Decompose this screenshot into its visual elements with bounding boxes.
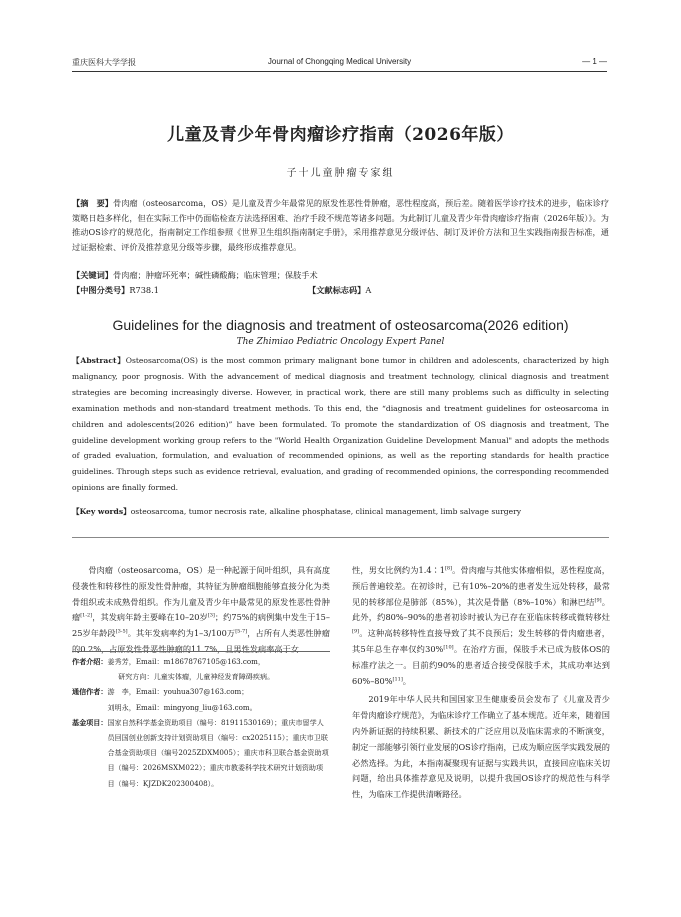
journal-name-en: Journal of Chongqing Medical University <box>267 57 412 66</box>
abstract-en-label: 【Abstract】 <box>72 356 126 365</box>
clc-value: R738.1 <box>129 285 159 295</box>
citation: [9] <box>352 628 360 635</box>
footnote-divider <box>72 651 330 652</box>
section-divider <box>72 537 609 538</box>
abstract-en-text: Osteosarcoma(OS) is the most common primary malignant bone tumor in children and adolescents, characterized by high malignancy, poor prognosis. With the advancement of medical diagnosis and treatment technology, clinical diagnosis and treatment strategies are becoming increasingly diverse. However, in practical work, there are still many problems such as difficulty in selecting examination methods and non-standard treatment methods. To this end, the “diagnosis and treatment guidelines for osteosarcoma in children and adolescents(2026 edition)” have been formulated. To promote the standardization of OS diagnosis and treatment, The guideline development working group refers to the "World Health Organization Guideline Development Manual" and adopts the methods of graded evaluation, formulation, and evaluation of recommended opinions, as well as the reporting standards for health practice guidelines. Through steps such as evidence retrieval, evaluation, and grading of recommended opinions, the corresponding recommended opinions are finally formed. <box>72 356 609 493</box>
body-paragraph: 性，男女比例约为1.4∶1[8]。骨肉瘤与其他实体瘤相似，恶性程度高，预后普遍较差。在初诊时，已有10%–20%的患者发生远处转移，最常见的转移部位是肺部（85%），其次是骨骼（8%–10%）和淋巴结[9]。此外，约80%–90%的患者初诊时被认为已存在亚临床转移或微转移灶[9]。这种高转移特性直接导致了其不良预后；发生转移的骨肉瘤患者，其5年总生存率仅约30%[10]。在治疗方面，保肢手术已成为肢体OS的标准疗法之一。目前约90%的患者适合接受保肢手术，其成功率达到60%–80%[11]。 <box>352 565 610 686</box>
keywords-en-text: osteosarcoma, tumor necrosis rate, alkaline phosphatase, clinical management, limb salvage surgery <box>130 507 522 516</box>
abstract-cn-label: 【摘 要】 <box>72 198 113 208</box>
keywords-cn <box>72 268 609 283</box>
article-title-en: Guidelines for the diagnosis and treatment of osteosarcoma(2026 edition) <box>112 317 569 333</box>
body-column-right <box>352 563 610 803</box>
abstract-cn <box>72 196 609 254</box>
page-number: — 1 — <box>582 57 607 66</box>
footnote-author-info: 作者介绍： 姜秀芳，Email：m18678767105@163.com， 研究方向：儿童实体瘤，儿童神经发育障碍疾病。 <box>72 657 275 682</box>
classification-row <box>72 285 609 299</box>
clc-label: 【中图分类号】 <box>72 285 130 295</box>
footnotes <box>72 654 330 791</box>
footnote-funding: 基金项目： 国家自然科学基金资助项目（编号：81911530169）；重庆市留学人员回国创业创新支持计划资助项目（编号：cx2025115）；重庆市卫联合基金资助项目（编号2025ZDXM005）；重庆市科卫联合基金资助项目（编号：2026MSXM022）；重庆市教委科学技术研究计划资助项目（编号：KJZDK202300408）。 <box>72 717 329 788</box>
doc-code-value: A <box>365 285 372 295</box>
keywords-en <box>72 504 609 520</box>
doc-code-label: 【文献标志码】 <box>308 285 366 295</box>
running-header <box>72 57 607 72</box>
body-paragraph: 骨肉瘤（osteosarcoma，OS）是一种起源于间叶组织，具有高度侵袭性和转移性的原发性骨肿瘤，其特征为肿瘤细胞能够直接分化为类骨组织或未成熟骨组织。作为儿童及青少年中最常见的原发性恶性骨肿瘤[1-2]，其发病年龄主要峰在10–20岁[3]；约75%的病例集中发生于15–25岁年龄段[3-5]。其年发病率约为1–3/100万[5-7]，占所有人类恶性肿瘤的0.2%，占原发性骨恶性肿瘤的11.7%，且男性发病率高于女 <box>72 565 331 654</box>
authors-en: The Zhimiao Pediatric Oncology Expert Panel <box>236 337 445 347</box>
body-column-left <box>72 563 330 658</box>
footnote-corresponding-author: 通信作者： 游 李，Email：youhua307@163.com； 刘明永，Email：mingyong_liu@163.com。 <box>72 687 257 712</box>
citation: [9] <box>594 596 602 603</box>
citation: [1-2] <box>80 612 93 619</box>
citation: [11] <box>392 675 403 682</box>
abstract-en <box>72 353 609 496</box>
citation: [5-7] <box>235 628 248 635</box>
citation: [8] <box>444 565 453 572</box>
body-paragraph: 2019年中华人民共和国国家卫生健康委员会发布了《儿童及青少年骨肉瘤诊疗规范》，为临床诊疗工作确立了基本规范。近年来，随着国内外新证据的持续积累、新技术的广泛应用以及临床需求的不断演变，制定一部能够引领行业发展的OS诊疗指南，已成为顺应医学实践发展的必然选择。为此，本指南凝聚现有证据与实践共识，直接回应临床关切问题，给出具体推荐意见及说明，以提升我国OS诊疗的规范性与科学性，为临床工作提供清晰路径。 <box>352 694 610 800</box>
citation: [10] <box>443 644 454 651</box>
abstract-cn-text: 骨肉瘤（osteosarcoma，OS）是儿童及青少年最常见的原发性恶性骨肿瘤，恶性程度高，预后差。随着医学诊疗技术的进步，临床诊疗策略日趋多样化，但在实际工作中仍面临检查方法选择困难、治疗手段不规范等诸多问题。为此制订儿童及青少年骨肉瘤诊疗指南（2026年版）》。为推动OS诊疗的规范化，指南制定工作组参照《世界卫生组织指南制定手册》，采用推荐意见分级评估、制订及评价方法和卫生实践指南报告标准，通过证据检索、评价及推荐意见分级等步骤，最终形成推荐意见。 <box>72 198 609 252</box>
authors-cn: 子十儿童肿瘤专家组 <box>286 168 395 179</box>
article-title-cn: 儿童及青少年骨肉瘤诊疗指南（2026年版） <box>167 125 514 145</box>
keywords-cn-text: 骨肉瘤；肿瘤坏死率；碱性磷酸酶；临床管理；保肢手术 <box>112 270 318 280</box>
keywords-en-label: 【Key words】 <box>72 507 131 516</box>
journal-name-cn: 重庆医科大学学报 <box>72 58 136 67</box>
citation: [3-5] <box>115 628 128 635</box>
citation: [3] <box>207 612 215 619</box>
keywords-cn-label: 【关键词】 <box>72 270 113 280</box>
